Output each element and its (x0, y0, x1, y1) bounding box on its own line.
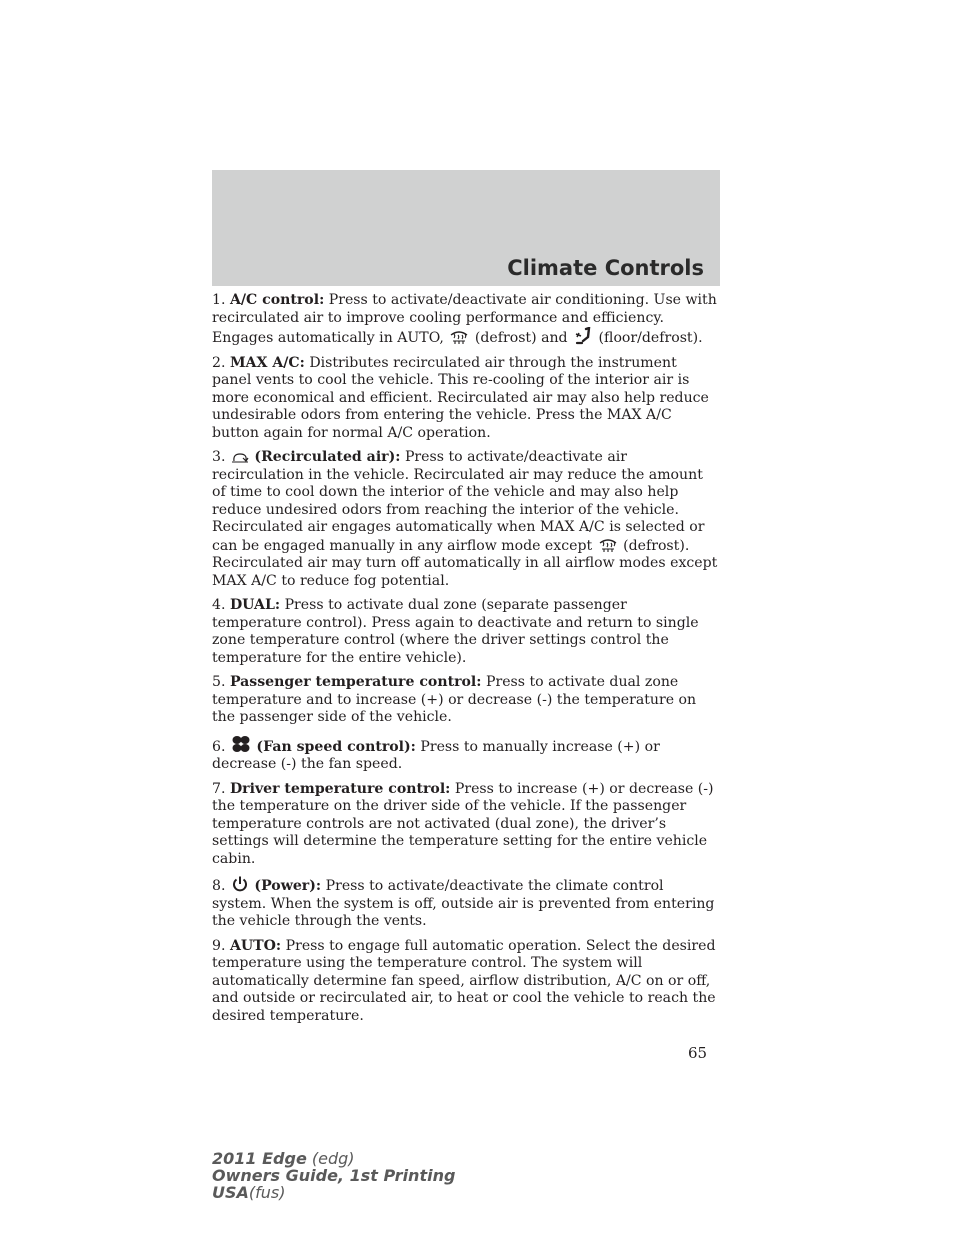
floor-defrost-icon (573, 327, 593, 345)
item-number: 5. (212, 674, 226, 690)
footer-market: USA (212, 1183, 249, 1202)
item-text: Press to activate/deactivate air recirculation in the vehicle. Recirculated air may reduce the amount of time to cool down the interior of the vehicle and may also help reduce undesired odors from reaching the interior of the vehicle. Recirculated air engages automatically when MAX A/C is selected or can be engaged manually in any airflow mode except (212, 449, 705, 554)
footer-line-guide (212, 1167, 455, 1184)
item-text: Press to manually increase (+) or decrease (-) the fan speed. (212, 738, 660, 772)
item-text: (defrost). Recirculated air may turn off automatically in all airflow modes except MAX A/C to reduce fog potential. (212, 537, 718, 589)
item-label: (Recirculated air): (254, 449, 401, 465)
document-footer (212, 1150, 455, 1201)
item-number: 8. (212, 878, 226, 894)
footer-line-market (212, 1184, 455, 1201)
list-item-max-ac (212, 355, 720, 443)
item-text: Press to activate/deactivate the climate control system. When the system is off, outside air is prevented from entering the vehicle through the vents. (212, 878, 715, 929)
item-text: Press to engage full automatic operation. Select the desired temperature using the temperature control. The system will automatically determine fan speed, airflow distribution, A/C on or off, and outside or recirculated air, to heat or cool the vehicle to reach the desired temperature. (212, 937, 716, 1024)
list-item-recirculated-air (212, 449, 720, 590)
defrost-icon (449, 329, 469, 345)
item-text: (defrost) and (474, 330, 568, 346)
item-number: 6. (212, 738, 226, 755)
fan-icon (231, 734, 251, 754)
item-text: Press to activate/deactivate air conditioning. Use with recirculated air to improve cooling performance and efficiency. Engages automatically in AUTO, (212, 292, 717, 346)
item-label: AUTO: (229, 937, 282, 954)
item-number: 7. (212, 780, 226, 797)
footer-line-model (212, 1150, 455, 1167)
defrost-icon (598, 537, 618, 553)
item-text: Press to increase (+) or decrease (-) the temperature on the driver side of the vehicle. If the passenger temperature controls are not activated (dual zone), the driver’s settings will determine the temperature setting for the entire vehicle cabin. (212, 780, 714, 867)
list-item-passenger-temperature (212, 674, 720, 727)
item-number: 3. (212, 449, 226, 465)
item-text: Distributes recirculated air through the instrument panel vents to cool the vehicle. This re-cooling of the interior air is more economical and efficient. Recirculated air may also help reduce undesirable odors from entering the vehicle. Press the MAX A/C button again for normal A/C operation. (212, 354, 709, 441)
item-label: MAX A/C: (229, 354, 305, 371)
item-number: 9. (212, 937, 226, 954)
item-label: Passenger temperature control: (229, 674, 482, 690)
item-number: 1. (212, 292, 226, 308)
footer-market-code: (fus) (248, 1183, 286, 1202)
page-content (212, 292, 720, 1032)
footer-model: 2011 Edge (212, 1149, 307, 1168)
list-item-fan-speed (212, 734, 720, 774)
recirculation-icon (231, 452, 249, 464)
power-icon (231, 875, 249, 893)
list-item-ac-control (212, 292, 720, 348)
footer-model-code: (edg) (311, 1149, 355, 1168)
item-label: Driver temperature control: (229, 780, 451, 797)
item-label: (Fan speed control): (256, 738, 416, 755)
page-number: 65 (688, 1044, 708, 1062)
item-text: Press to activate dual zone temperature and to increase (+) or decrease (-) the temperature on the passenger side of the vehicle. (212, 674, 697, 725)
item-number: 2. (212, 354, 226, 371)
item-text: (floor/defrost). (598, 330, 703, 346)
list-item-auto (212, 938, 720, 1026)
item-text: Press to activate dual zone (separate passenger temperature control). Press again to deactivate and return to single zone temperature control (where the driver settings control the temperature for the entire vehicle). (212, 597, 699, 666)
item-label: (Power): (254, 878, 322, 894)
list-item-driver-temperature (212, 781, 720, 869)
footer-guide: Owners Guide, 1st Printing (212, 1166, 456, 1185)
item-label: A/C control: (229, 292, 325, 308)
section-header (212, 170, 720, 286)
item-number: 4. (212, 597, 226, 613)
list-item-power (212, 875, 720, 931)
list-item-dual (212, 597, 720, 667)
item-label: DUAL: (229, 597, 281, 613)
section-title: Climate Controls (507, 256, 704, 280)
